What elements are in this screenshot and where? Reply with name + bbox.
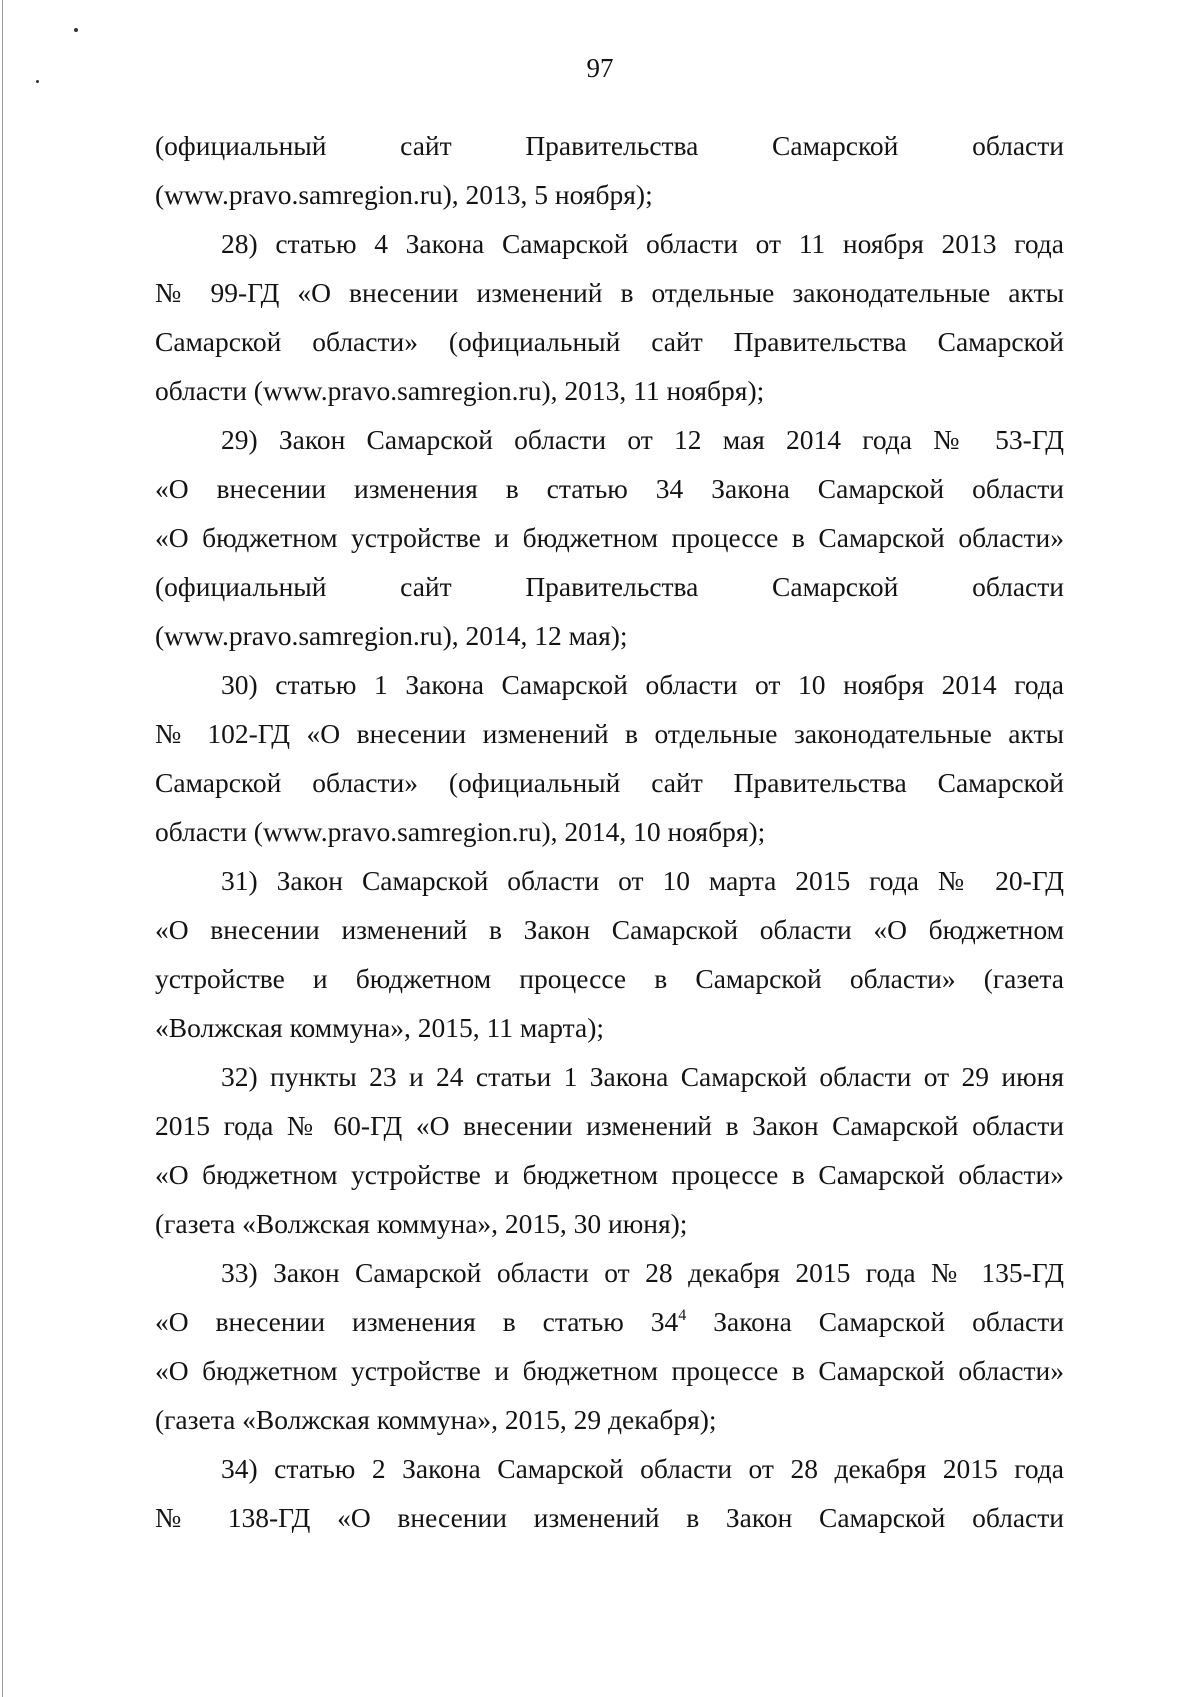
list-item-30 <box>155 660 1064 856</box>
list-item-29 <box>155 415 1064 660</box>
text-line: «О бюджетном устройстве и бюджетном процессе в Самарской области» <box>155 1159 1064 1190</box>
list-item-34 <box>155 1444 1064 1542</box>
text-line: «О бюджетном устройстве и бюджетном процессе в Самарской области» <box>155 1355 1064 1386</box>
text-line: (официальный сайт Правительства Самарской области <box>155 571 1064 602</box>
text-line: Самарской области» (официальный сайт Правительства Самарской <box>155 326 1064 357</box>
list-item-32 <box>155 1052 1064 1248</box>
text-line: «Волжская коммуна», 2015, 11 марта); <box>155 1012 605 1043</box>
text-line: 32) пункты 23 и 24 статьи 1 Закона Самарской области от 29 июня <box>221 1061 1064 1092</box>
text-line: «О бюджетном устройстве и бюджетном процессе в Самарской области» <box>155 522 1064 553</box>
text-line: 29) Закон Самарской области от 12 мая 2014 года № 53-ГД <box>221 424 1064 455</box>
text-line: (газета «Волжская коммуна», 2015, 30 июня); <box>155 1208 688 1239</box>
list-item-28 <box>155 219 1064 415</box>
text-line: (www.pravo.samregion.ru), 2013, 5 ноября); <box>155 179 653 210</box>
text-line: 30) статью 1 Закона Самарской области от 10 ноября 2014 года <box>221 669 1064 700</box>
text-line: № 99-ГД «О внесении изменений в отдельные законодательные акты <box>155 277 1064 308</box>
list-item-33 <box>155 1248 1064 1444</box>
document-body <box>155 121 1064 1542</box>
text-line: (www.pravo.samregion.ru), 2014, 12 мая); <box>155 620 628 651</box>
paragraph-continuation <box>155 121 1064 219</box>
text-line: (газета «Волжская коммуна», 2015, 29 декабря); <box>155 1404 717 1435</box>
text-line-with-superscript <box>155 1297 1064 1346</box>
text-line: 33) Закон Самарской области от 28 декабря 2015 года № 135-ГД <box>221 1257 1064 1288</box>
text-segment: «О внесении изменения в статью 34 <box>155 1306 679 1337</box>
text-line: 2015 года № 60-ГД «О внесении изменений в Закон Самарской области <box>155 1110 1064 1141</box>
text-line: области (www.pravo.samregion.ru), 2014, 10 ноября); <box>155 816 766 847</box>
superscript: 4 <box>678 1307 687 1324</box>
list-item-31 <box>155 856 1064 1052</box>
text-line: № 102-ГД «О внесении изменений в отдельные законодательные акты <box>155 718 1064 749</box>
scan-edge-line <box>2 0 3 1697</box>
text-line: 34) статью 2 Закона Самарской области от 28 декабря 2015 года <box>221 1453 1064 1484</box>
text-line: «О внесении изменений в Закон Самарской области «О бюджетном <box>155 914 1064 945</box>
text-line: «О внесении изменения в статью 34 Закона Самарской области <box>155 473 1064 504</box>
page-number: 97 <box>586 53 614 83</box>
text-line: № 138-ГД «О внесении изменений в Закон Самарской области <box>155 1502 1064 1533</box>
text-line: Самарской области» (официальный сайт Правительства Самарской <box>155 767 1064 798</box>
scan-speck <box>74 28 78 32</box>
text-line: области (www.pravo.samregion.ru), 2013, 11 ноября); <box>155 375 765 406</box>
text-line: (официальный сайт Правительства Самарской области <box>155 130 1064 161</box>
text-segment: Закона Самарской области <box>686 1306 1064 1337</box>
text-line: 28) статью 4 Закона Самарской области от 11 ноября 2013 года <box>221 228 1064 259</box>
text-line: 31) Закон Самарской области от 10 марта 2015 года № 20-ГД <box>221 865 1064 896</box>
text-line: устройстве и бюджетном процессе в Самарской области» (газета <box>155 963 1064 994</box>
